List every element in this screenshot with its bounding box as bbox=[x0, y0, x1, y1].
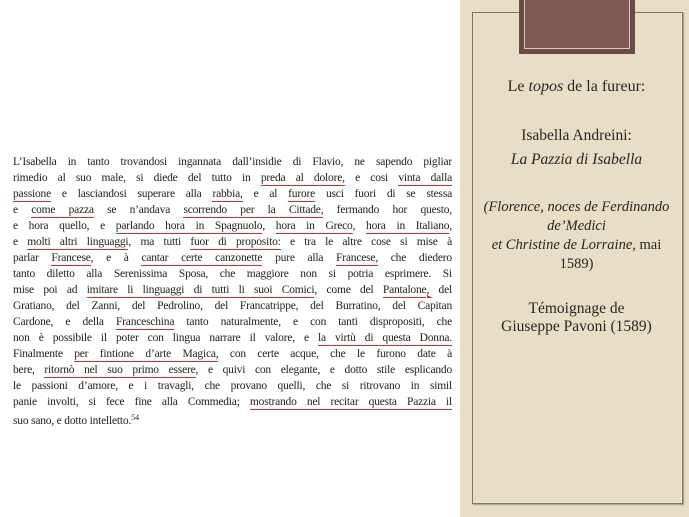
quote-text: e al bbox=[242, 188, 289, 200]
quote-text: e hora quello, e bbox=[13, 220, 116, 232]
quote-text: Cardone, e della bbox=[13, 316, 116, 328]
quote-text: e tra le altre cose si mise à bbox=[280, 236, 452, 248]
sidebar-author-block bbox=[472, 124, 681, 172]
quote-text: Finalmente bbox=[13, 348, 75, 360]
ornament-box bbox=[519, 0, 635, 54]
sidebar-title-italic: topos bbox=[528, 78, 564, 95]
underlined-phrase: rabbia, bbox=[212, 188, 242, 202]
quote-text: panie involti, si fece fine alla Commedia; bbox=[13, 396, 250, 408]
quote-line bbox=[13, 218, 452, 234]
quote-line bbox=[13, 266, 452, 282]
quote-text: bere, bbox=[13, 364, 45, 376]
underlined-phrase: hora in Italiano bbox=[366, 220, 449, 234]
underlined-phrase: mostrando nel recitar questa Pazzia il bbox=[250, 396, 452, 410]
sidebar-witness-block bbox=[472, 300, 681, 336]
underlined-phrase: dotto intelletto. bbox=[64, 415, 131, 426]
quote-text: , del bbox=[426, 284, 452, 296]
underlined-phrase: Francese bbox=[51, 252, 90, 266]
sidebar-venue-line3: et Christine de Lorraine, mai bbox=[491, 237, 662, 253]
quote-text: che diedero bbox=[378, 252, 452, 264]
underlined-phrase: imitare li linguaggi di tutti li suoi Comici bbox=[87, 284, 315, 298]
sidebar-venue-line4: 1589) bbox=[559, 256, 594, 272]
quote-text: tanto naturalmente, e con tanti dispropositi, che bbox=[174, 316, 452, 328]
underlined-phrase: come pazza bbox=[31, 204, 94, 218]
quote-text: rimedio al suo male, si diede del tutto in bbox=[13, 172, 261, 184]
sidebar-work-title: La Pazzia di Isabella bbox=[510, 151, 643, 168]
ornament-box-inner bbox=[524, 0, 630, 49]
underlined-phrase: cantar certe canzonette bbox=[141, 252, 262, 266]
underlined-phrase: Pantalone bbox=[383, 284, 427, 298]
quote-text: , e à bbox=[90, 252, 142, 264]
quote-line bbox=[13, 410, 452, 426]
quote-line bbox=[13, 250, 452, 266]
quote-text: tanto diletto alla Serenissima Sposa, che maggiore non si potria esprimere. Si bbox=[13, 268, 452, 280]
quote-line bbox=[13, 378, 452, 394]
sidebar-title-pre: Le bbox=[507, 78, 529, 95]
sidebar-title bbox=[472, 78, 681, 96]
quote-text: , bbox=[352, 220, 367, 232]
underlined-phrase: Franceschina bbox=[116, 316, 174, 330]
quote-paragraph bbox=[13, 154, 452, 426]
quote-text: mise poi ad bbox=[13, 284, 87, 296]
quote-text: e cosi bbox=[344, 172, 399, 184]
quote-text: e bbox=[13, 204, 32, 216]
sidebar-witness-line1: Témoignage de bbox=[528, 300, 625, 317]
underlined-phrase: vinta dalla bbox=[398, 172, 452, 186]
underlined-phrase: passione bbox=[13, 188, 51, 202]
quote-text: e bbox=[13, 236, 28, 248]
quote-text: , come del bbox=[314, 284, 383, 296]
quote-text: , ma tutti bbox=[128, 236, 191, 248]
quote-text: non è possibile il poter con lingua narrare il valore, e bbox=[13, 332, 318, 344]
quote-line bbox=[13, 186, 452, 202]
quote-text: , bbox=[449, 220, 452, 232]
quote-text: fermando hor questo, bbox=[323, 204, 452, 216]
quote-text: con certe acque, che le furono date à bbox=[218, 348, 452, 360]
underlined-phrase: parlando hora in Spagnuolo bbox=[116, 220, 263, 234]
quote-text: e lasciandosi superare alla bbox=[51, 188, 213, 200]
quote-line bbox=[13, 170, 452, 186]
sidebar-title-post: de la fureur: bbox=[563, 78, 646, 95]
quote-line bbox=[13, 330, 452, 346]
quote-text: suo sano, e bbox=[13, 415, 65, 426]
underlined-phrase: scorrendo per la Cittade, bbox=[183, 204, 323, 218]
quote-text: se n’andava bbox=[93, 204, 184, 216]
quote-line bbox=[13, 154, 452, 170]
quote-text: , e quivi con elegante, e dotto stile esplicando bbox=[195, 364, 452, 376]
quote-line bbox=[13, 234, 452, 250]
quote-line bbox=[13, 314, 452, 330]
underlined-phrase: furore bbox=[288, 188, 315, 202]
underlined-phrase: la virtù di questa Donna. bbox=[318, 332, 452, 346]
sidebar-venue-block bbox=[472, 198, 681, 274]
quote-line bbox=[13, 394, 452, 410]
quote-line bbox=[13, 362, 452, 378]
underlined-phrase: preda al dolore, bbox=[261, 172, 345, 186]
sidebar-venue-line1: (Florence, noces de Ferdinando bbox=[483, 199, 670, 215]
quote-line bbox=[13, 298, 452, 314]
underlined-phrase: fuor di proposito: bbox=[190, 236, 280, 250]
sidebar-witness-line2: Giuseppe Pavoni (1589) bbox=[501, 318, 652, 335]
underlined-phrase: ritornò nel suo primo essere bbox=[44, 364, 195, 378]
quote-line bbox=[13, 346, 452, 362]
underlined-phrase: hora in Greco bbox=[276, 220, 353, 234]
quote-text: usci fuori di se stessa bbox=[315, 188, 452, 200]
sidebar-text bbox=[472, 78, 681, 336]
quote-line bbox=[13, 202, 452, 218]
footnote-marker: 54 bbox=[131, 413, 140, 422]
underlined-phrase: Francese, bbox=[336, 252, 378, 266]
underlined-phrase: per fintione d’arte Magica, bbox=[74, 348, 218, 362]
quote-text: parlar bbox=[13, 252, 52, 264]
quote-line bbox=[13, 282, 452, 298]
quote-text: pure alla bbox=[262, 252, 337, 264]
sidebar-region bbox=[460, 0, 689, 517]
quote-text: le passioni d’amore, e i travagli, che provano quelli, che si ritrovano in simil bbox=[13, 380, 452, 392]
quote-text: L’Isabella in tanto trovandosi ingannata dall’insidie di Flavio, ne sapendo pigliar bbox=[13, 156, 452, 168]
sidebar-venue-line2: de’Medici bbox=[547, 218, 606, 234]
quote-text: Gratiano, del Zanni, del Pedrolino, del Francatrippe, del Burratino, del Capitan bbox=[13, 300, 452, 312]
quote-text: , bbox=[262, 220, 276, 232]
underlined-phrase: molti altri linguaggi bbox=[27, 236, 128, 250]
sidebar-author-line: Isabella Andreini: bbox=[521, 127, 632, 144]
